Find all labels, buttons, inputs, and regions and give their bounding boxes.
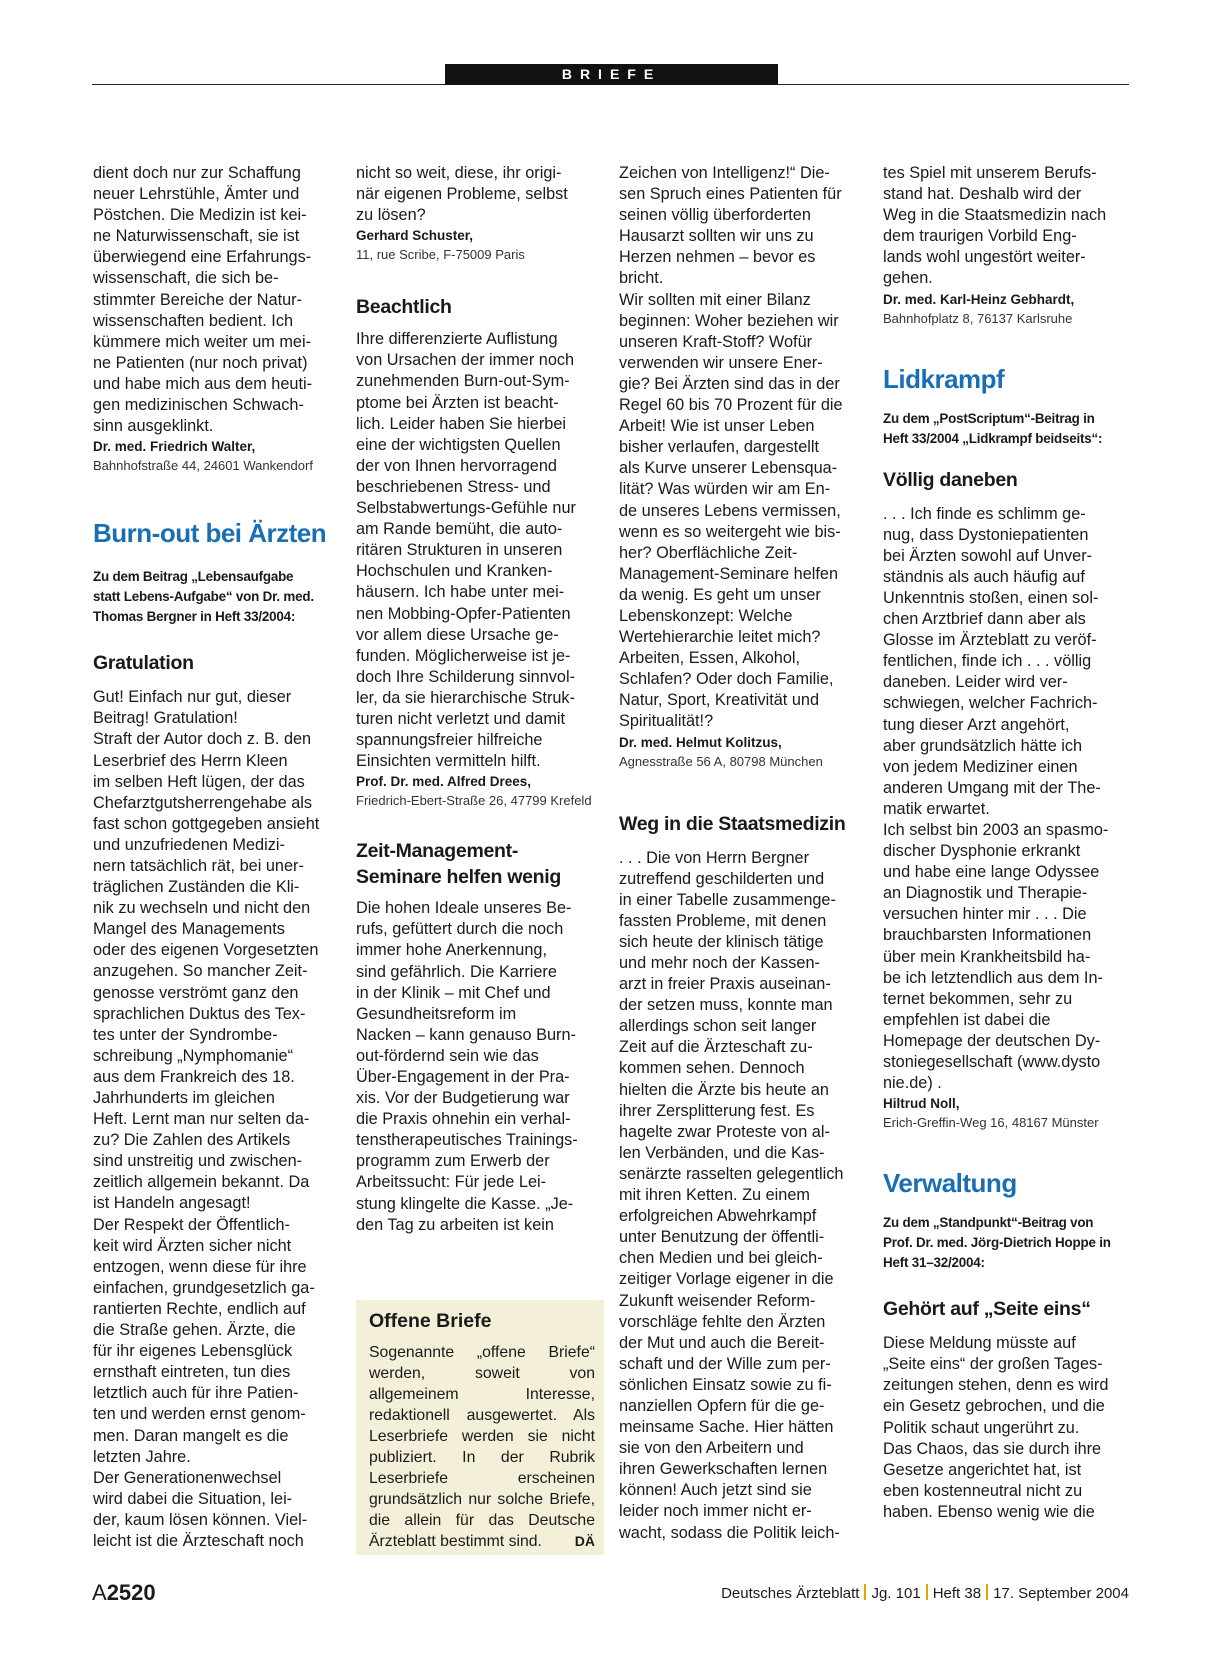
text-line: gie? Bei Ärzten sind das in der: [619, 374, 840, 393]
text-line: daneben. Leider wird ver-: [883, 673, 1068, 692]
text-line: wissenschaft, die sich be-: [93, 269, 279, 288]
text-line: Thomas Bergner in Heft 33/2004:: [93, 609, 296, 625]
text-line: als Kurve unserer Lebensqua-: [619, 459, 838, 478]
text-line: Prof. Dr. med. Jörg-Dietrich Hoppe in: [883, 1235, 1111, 1251]
text-line: men. Daran mangelt es die: [93, 1426, 289, 1445]
text-line: Natur, Sport, Kreativität und: [619, 691, 820, 710]
author-name: Dr. med. Helmut Kolitzus,: [619, 734, 782, 750]
text-line: out-fördernd sein wie das: [356, 1046, 539, 1065]
text-line: können! Auch jetzt sind sie: [619, 1481, 812, 1500]
text-line: chen Medien und bei gleich-: [619, 1249, 823, 1268]
text-line: zeitiger Vorlage eigener in die: [619, 1270, 834, 1289]
text-line: Weg in die Staatsmedizin nach: [883, 206, 1107, 225]
text-line: vor allem diese Ursache ge-: [356, 625, 559, 644]
journal-date: 17. September 2004: [993, 1585, 1129, 1602]
text-line: unseren Kraft-Stoff? Wofür: [619, 332, 813, 351]
text-line: und unzufriedenen Medizi-: [93, 835, 285, 854]
text-line: dient doch nur zur Schaffung: [93, 164, 301, 182]
author-address: Agnesstraße 56 A, 80798 München: [619, 753, 823, 769]
text-line: leider noch immer nicht er-: [619, 1502, 812, 1521]
text-line: Das Chaos, das sie durch ihre: [883, 1439, 1102, 1458]
text-line: Beitrag! Gratulation!: [93, 709, 238, 728]
author-address: Bahnhofstraße 44, 24601 Wankendorf: [93, 458, 313, 474]
letter-text: [356, 163, 606, 226]
text-line: erfolgreichen Abwehrkampf: [619, 1207, 817, 1226]
topic-heading: Verwaltung: [883, 1168, 1017, 1199]
text-line: Gesundheitsreform im: [356, 1004, 517, 1023]
section-label: BRIEFE: [445, 64, 778, 85]
journal-volume: Jg. 101: [871, 1585, 921, 1602]
text-line: ternet bekommen, sehr zu: [883, 989, 1073, 1008]
text-line: zeitlich allgemein bekannt. Da: [93, 1173, 310, 1192]
text-line: eben kostenneutral nicht zu: [883, 1481, 1083, 1500]
column-2: [356, 163, 606, 1236]
letter-heading: Gehört auf „Seite eins“: [883, 1298, 1091, 1321]
text-line: sind unstreitig und zwischen-: [93, 1152, 303, 1171]
text-line: len Verbänden, und die Kas-: [619, 1143, 825, 1162]
text-line: einfachen, grundgesetzlich ga-: [93, 1278, 315, 1297]
text-line: unter Benutzung der öffentli-: [619, 1228, 825, 1247]
info-box-body: Sogenannte „offene Briefe“ werden, soweit von allgemeinem Interesse, redaktionell ausgewertet. Als Leserbriefe werden sie nicht publiziert. In der Rubrik Leserbriefe erscheinen grundsätzlich nur solche Briefe, die allein für das Deutsche Ärzteblatt bestimmt sind.: [369, 1344, 595, 1550]
text-line: Schlafen? Oder doch Familie,: [619, 670, 834, 689]
text-line: nicht so weit, diese, ihr origi-: [356, 164, 562, 182]
text-line: lands wohl ungestört weiter-: [883, 248, 1086, 267]
text-line: schreibung „Nymphomanie“: [93, 1046, 293, 1065]
text-line: Nacken – kann genauso Burn-: [356, 1025, 576, 1044]
text-line: zeitungen stehen, denn es wird: [883, 1376, 1109, 1395]
text-line: Wertehierarchie leitet mich?: [619, 628, 821, 647]
text-line: turen nicht verletzt und damit: [356, 709, 566, 728]
text-line: nanziellen Opfern für die ge-: [619, 1396, 825, 1415]
text-line: discher Dysphonie erkrankt: [883, 842, 1081, 861]
info-box-offene-briefe: [356, 1300, 604, 1555]
text-line: lität? Was würden wir am En-: [619, 480, 831, 499]
text-line: versuchen hinter mir . . . Die: [883, 905, 1087, 924]
page-number-value: 2520: [106, 1580, 156, 1605]
text-line: Lebenskonzept: Welche: [619, 606, 793, 625]
text-line: und habe eine lange Odyssee: [883, 863, 1100, 882]
text-line: . . . Ich finde es schlimm ge-: [883, 504, 1086, 523]
letter-heading: [356, 838, 606, 890]
text-line: oder des eigenen Vorgesetzten: [93, 941, 319, 960]
text-line: von jedem Mediziner einen: [883, 757, 1078, 776]
text-line: und mehr noch der Kassen-: [619, 954, 820, 972]
text-line: anzugehen. So mancher Zeit-: [93, 962, 308, 981]
text-line: der, kaum lösen können. Viel-: [93, 1510, 308, 1529]
text-line: dem traurigen Vorbild Eng-: [883, 227, 1077, 246]
separator: [926, 1584, 928, 1600]
text-line: tung dieser Arzt angehört,: [883, 715, 1070, 734]
text-line: ritären Strukturen in unseren: [356, 541, 563, 560]
text-line: immer hohe Anerkennung,: [356, 941, 547, 960]
text-line: Chefarztgutsherrengehabe als: [93, 793, 313, 812]
text-line: bei Ärzten sowohl auf Unver-: [883, 546, 1093, 565]
text-line: Heft. Lernt man nur selten da-: [93, 1110, 310, 1129]
text-line: leicht ist die Ärzteschaft noch: [93, 1531, 304, 1550]
reference-line: [883, 409, 1133, 449]
info-box-signature: DÄ: [574, 1533, 595, 1549]
info-box-text: [369, 1342, 595, 1552]
text-line: gen medizinischen Schwach-: [93, 396, 304, 415]
text-line: Hausarzt sollten wir uns zu: [619, 227, 814, 246]
text-line: Wir sollten mit einer Bilanz: [619, 290, 811, 309]
text-line: sich heute der klinisch tätige: [619, 932, 824, 951]
text-line: Gut! Einfach nur gut, dieser: [93, 688, 292, 707]
text-line: Mangel des Managements: [93, 920, 285, 939]
text-line: im selben Heft lügen, der das: [93, 772, 305, 791]
text-line: Arbeitssucht: Für jede Lei-: [356, 1173, 547, 1192]
text-line: be ich letztendlich aus dem In-: [883, 968, 1103, 987]
reference-line: [883, 1213, 1133, 1273]
text-line: der von Ihnen hervorragend: [356, 456, 557, 475]
author-address: Bahnhofplatz 8, 76137 Karlsruhe: [883, 310, 1073, 326]
text-line: und habe mich aus dem heuti-: [93, 374, 313, 393]
text-line: fassten Probleme, mit denen: [619, 911, 827, 930]
text-line: Jahrhunderts im gleichen: [93, 1089, 275, 1107]
text-line: letzten Jahre.: [93, 1447, 191, 1466]
text-line: ten und werden ernst genom-: [93, 1405, 306, 1424]
text-line: der setzen muss, konnte man: [619, 996, 833, 1015]
page-prefix: A: [92, 1580, 107, 1605]
column-4: [883, 163, 1133, 1523]
text-line: anderen Umgang mit der The-: [883, 778, 1101, 797]
text-line: Herzen nehmen – bevor es: [619, 248, 816, 267]
text-line: „Seite eins“ der großen Tages-: [883, 1355, 1103, 1374]
text-line: Homepage der deutschen Dy-: [883, 1031, 1101, 1050]
text-line: zu lösen?: [356, 206, 426, 225]
text-line: zutreffend geschilderten und: [619, 869, 825, 888]
text-line: sinn ausgeklinkt.: [93, 417, 214, 436]
text-line: gehen.: [883, 269, 933, 288]
text-line: Die hohen Ideale unseres Be-: [356, 899, 572, 918]
text-line: ernsthaft eintreten, tun dies: [93, 1363, 291, 1382]
text-line: kommen sehen. Dennoch: [619, 1059, 805, 1078]
author-address: 11, rue Scribe, F-75009 Paris: [356, 247, 525, 263]
text-line: Ihre differenzierte Auflistung: [356, 330, 558, 349]
column-3: [619, 163, 869, 1544]
text-line: der Mut und auch die Bereit-: [619, 1333, 825, 1352]
text-line: brauchbarsten Informationen: [883, 926, 1092, 945]
text-line: doch Ihre Schilderung sinnvol-: [356, 667, 576, 686]
text-line: in einer Tabelle zusammenge-: [619, 890, 836, 909]
text-line: sönlichen Einsatz sowie zu fi-: [619, 1375, 832, 1394]
text-line: stoniegesellschaft (www.dysto: [883, 1053, 1101, 1071]
text-line: Arbeit! Wie ist unser Leben: [619, 417, 815, 436]
text-line: nie.de) .: [883, 1074, 942, 1093]
info-box-title: Offene Briefe: [369, 1310, 492, 1332]
text-line: Zeit-Management-: [356, 840, 519, 863]
text-line: fentlichen, finde ich . . . völlig: [883, 652, 1092, 671]
text-line: schwiegen, welcher Fachrich-: [883, 694, 1098, 713]
text-line: Zu dem Beitrag „Lebensaufgabe: [93, 569, 294, 585]
author-name: Prof. Dr. med. Alfred Drees,: [356, 774, 532, 790]
text-line: sen Spruch eines Patienten für: [619, 185, 842, 204]
column-1: [93, 163, 343, 1552]
text-line: lich. Leider haben Sie hierbei: [356, 414, 566, 433]
text-line: ständnis als auch häufig auf: [883, 567, 1085, 586]
text-line: Ich selbst bin 2003 an spasmo-: [883, 820, 1109, 839]
text-line: Seminare helfen wenig: [356, 866, 562, 889]
text-line: träglichen Zuständen die Kli-: [93, 878, 300, 897]
text-line: fast schon gottgegeben ansieht: [93, 814, 320, 833]
text-line: spannungsfreier hilfreiche: [356, 731, 543, 750]
text-line: ein Gesetz gebrochen, und die: [883, 1397, 1105, 1416]
text-line: letztlich auch für ihre Patien-: [93, 1384, 299, 1403]
text-line: über mein Krankheitsbild ha-: [883, 947, 1091, 966]
text-line: kümmere mich weiter um mei-: [93, 332, 312, 351]
text-line: Politik schaut ungerührt zu.: [883, 1418, 1080, 1437]
text-line: den Tag zu arbeiten ist kein: [356, 1215, 554, 1234]
text-line: tes Spiel mit unserem Berufs-: [883, 164, 1097, 182]
author-address: Erich-Greffin-Weg 16, 48167 Münster: [883, 1115, 1099, 1131]
text-line: Management-Seminare helfen: [619, 564, 839, 583]
letter-heading: Völlig daneben: [883, 468, 1018, 491]
text-line: chen Arztbrief dann aber als: [883, 610, 1086, 629]
text-line: ne Patienten (nur noch privat): [93, 353, 308, 372]
letter-text: [93, 163, 343, 437]
text-line: bisher verlaufen, dargestellt: [619, 438, 820, 457]
text-line: häusern. Ich habe unter mei-: [356, 583, 565, 602]
text-line: an Diagnostik und Therapie-: [883, 884, 1088, 903]
text-line: Zeichen von Intelligenz!“ Die-: [619, 164, 830, 182]
text-line: die Straße gehen. Ärzte, die: [93, 1321, 296, 1340]
text-line: matik erwartet.: [883, 799, 990, 818]
text-line: stung klingelte die Kasse. „Je-: [356, 1194, 574, 1213]
text-line: xis. Vor der Budgetierung war: [356, 1089, 570, 1108]
text-line: in der Klinik – mit Chef und: [356, 983, 551, 1002]
text-line: senärzte rasselten gelegentlich: [619, 1164, 844, 1183]
text-line: Hochschulen und Kranken-: [356, 562, 553, 581]
author-name: Dr. med. Karl-Heinz Gebhardt,: [883, 291, 1075, 307]
text-line: stimmter Bereiche der Natur-: [93, 290, 303, 309]
text-line: genosse verströmt ganz den: [93, 983, 299, 1002]
text-line: Glosse im Ärzteblatt zu veröf-: [883, 631, 1097, 650]
text-line: Straft der Autor doch z. B. den: [93, 730, 312, 749]
letter-heading: Beachtlich: [356, 296, 452, 319]
text-line: . . . Die von Herrn Bergner: [619, 848, 810, 867]
text-line: ler, da sie hierarchische Struk-: [356, 688, 575, 707]
text-line: arzt in freier Praxis auseinan-: [619, 975, 831, 994]
text-line: hielten die Ärzte bis heute an: [619, 1080, 829, 1099]
text-line: nen Mobbing-Opfer-Patienten: [356, 604, 571, 623]
text-line: Diese Meldung müsste auf: [883, 1334, 1076, 1353]
text-line: am Rande bemüht, die auto-: [356, 520, 563, 539]
letter-text: [356, 329, 606, 772]
text-line: sie von den Arbeitern und: [619, 1439, 804, 1458]
text-line: zunehmenden Burn-out-Sym-: [356, 372, 570, 391]
text-line: aber grundsätzlich hätte ich: [883, 736, 1083, 755]
journal-name: Deutsches Ärzteblatt: [721, 1585, 860, 1602]
text-line: de unseres Lebens vermissen,: [619, 501, 841, 520]
author-name: Dr. med. Friedrich Walter,: [93, 439, 256, 455]
text-line: stand hat. Deshalb wird der: [883, 185, 1082, 204]
text-line: wissenschaften bedient. Ich: [93, 311, 294, 330]
text-line: när eigenen Probleme, selbst: [356, 185, 568, 204]
text-line: seinen völlig überforderten: [619, 206, 811, 225]
page-number: [92, 1580, 156, 1606]
text-line: Pöstchen. Die Medizin ist kei-: [93, 206, 307, 225]
text-line: ihrer Zersplitterung fest. Es: [619, 1101, 815, 1120]
text-line: für ihr eigenes Lebensglück: [93, 1342, 293, 1361]
text-line: statt Lebens-Aufgabe“ von Dr. med.: [93, 589, 314, 605]
letter-text: [883, 504, 1133, 1095]
letter-text: [356, 898, 606, 1236]
text-line: hagelte zwar Proteste von al-: [619, 1122, 830, 1141]
text-line: keit wird Ärzten sicher nicht: [93, 1236, 292, 1255]
text-line: ne Naturwissenschaft, sie ist: [93, 227, 300, 246]
text-line: vorschläge fehlte den Ärzten: [619, 1312, 826, 1331]
text-line: sind gefährlich. Die Karriere: [356, 962, 557, 981]
text-line: überwiegend eine Erfahrungs-: [93, 248, 312, 267]
text-line: von Ursachen der immer noch: [356, 351, 575, 370]
journal-issue: Heft 38: [932, 1585, 982, 1602]
text-line: beschriebenen Stress- und: [356, 477, 551, 496]
text-line: Arbeiten, Essen, Alkohol,: [619, 649, 801, 668]
separator: [986, 1584, 988, 1600]
letter-text: [883, 1333, 1133, 1523]
text-line: tenstherapeutisches Trainings-: [356, 1131, 578, 1150]
letter-text: [619, 163, 869, 733]
text-line: ihren Gewerkschaften lernen: [619, 1460, 828, 1479]
author-name: Hiltrud Noll,: [883, 1096, 960, 1112]
text-line: wacht, sodass die Politik leich-: [619, 1523, 840, 1542]
topic-heading: Lidkrampf: [883, 363, 1005, 394]
text-line: Regel 60 bis 70 Prozent für die: [619, 396, 843, 415]
text-line: Selbstabwertungs-Gefühle nur: [356, 499, 576, 518]
text-line: entzogen, wenn diese für ihre: [93, 1257, 307, 1276]
text-line: rufs, gefüttert durch die noch: [356, 920, 564, 939]
text-line: beginnen: Woher beziehen wir: [619, 311, 839, 330]
text-line: ptome bei Ärzten ist beacht-: [356, 393, 559, 412]
text-line: ist Handeln angesagt!: [93, 1194, 251, 1213]
text-line: die Praxis ohnehin ein verhal-: [356, 1110, 571, 1129]
letter-text: [883, 163, 1133, 290]
text-line: empfehlen ist dabei die: [883, 1010, 1051, 1029]
letter-heading: Weg in die Staatsmedizin: [619, 812, 846, 835]
text-line: nug, dass Dystoniepatienten: [883, 525, 1089, 544]
text-line: tes unter der Syndrombe-: [93, 1025, 278, 1044]
letter-heading: Gratulation: [93, 652, 194, 675]
text-line: schaft und der Wille zum per-: [619, 1354, 831, 1373]
reference-line: [93, 567, 343, 627]
text-line: zu? Die Zahlen des Artikels: [93, 1131, 291, 1150]
text-line: sprachlichen Duktus des Tex-: [93, 1004, 306, 1023]
text-line: meinsame Sache. Hier hätten: [619, 1418, 834, 1437]
author-address: Friedrich-Ebert-Straße 26, 47799 Krefeld: [356, 793, 592, 809]
text-line: funden. Möglicherweise ist je-: [356, 646, 571, 665]
text-line: Heft 31–32/2004:: [883, 1255, 985, 1271]
text-line: allerdings schon seit langer: [619, 1017, 817, 1036]
text-line: verwenden wir unsere Ener-: [619, 353, 823, 372]
text-line: Der Generationenwechsel: [93, 1468, 282, 1487]
text-line: Zu dem „Standpunkt“-Beitrag von: [883, 1215, 1094, 1231]
text-line: Gesetze angerichtet hat, ist: [883, 1460, 1082, 1479]
text-line: Zeit auf die Ärzteschaft zu-: [619, 1038, 813, 1057]
text-line: Spiritualität!?: [619, 712, 714, 731]
text-line: haben. Ebenso wenig wie die: [883, 1502, 1095, 1521]
topic-heading: Burn-out bei Ärzten: [93, 518, 327, 549]
text-line: Zu dem „PostScriptum“-Beitrag in: [883, 410, 1095, 426]
text-line: Leserbrief des Herrn Kleen: [93, 751, 288, 770]
text-line: Über-Engagement in der Pra-: [356, 1068, 570, 1086]
text-line: Der Respekt der Öffentlich-: [93, 1215, 290, 1234]
letter-text: [619, 848, 869, 1544]
text-line: nik zu wechseln und nicht den: [93, 899, 311, 918]
text-line: Heft 33/2004 „Lidkrampf beidseits“:: [883, 430, 1103, 446]
text-line: rantierten Rechte, endlich auf: [93, 1299, 306, 1318]
author-name: Gerhard Schuster,: [356, 228, 474, 244]
text-line: bricht.: [619, 269, 664, 288]
text-line: neuer Lehrstühle, Ämter und: [93, 185, 300, 204]
text-line: Einsichten vermitteln hilft.: [356, 752, 541, 771]
text-line: wenn es so weitergeht wie bis-: [619, 522, 841, 541]
text-line: nern tatsächlich rät, bei uner-: [93, 856, 304, 875]
text-line: programm zum Erwerb der: [356, 1152, 550, 1171]
text-line: aus dem Frankreich des 18.: [93, 1067, 295, 1086]
text-line: Zukunft weisender Reform-: [619, 1291, 816, 1310]
text-line: Unkenntnis stoßen, einen sol-: [883, 588, 1099, 607]
text-line: mit ihren Ketten. Zu einem: [619, 1186, 810, 1205]
text-line: eine der wichtigsten Quellen: [356, 435, 561, 454]
text-line: wird dabei die Situation, lei-: [93, 1489, 293, 1508]
separator: [864, 1584, 866, 1600]
journal-info: [721, 1584, 1129, 1602]
text-line: her? Oberflächliche Zeit-: [619, 543, 798, 562]
text-line: da wenig. Es geht um unser: [619, 585, 821, 604]
letter-text: [93, 687, 343, 1552]
